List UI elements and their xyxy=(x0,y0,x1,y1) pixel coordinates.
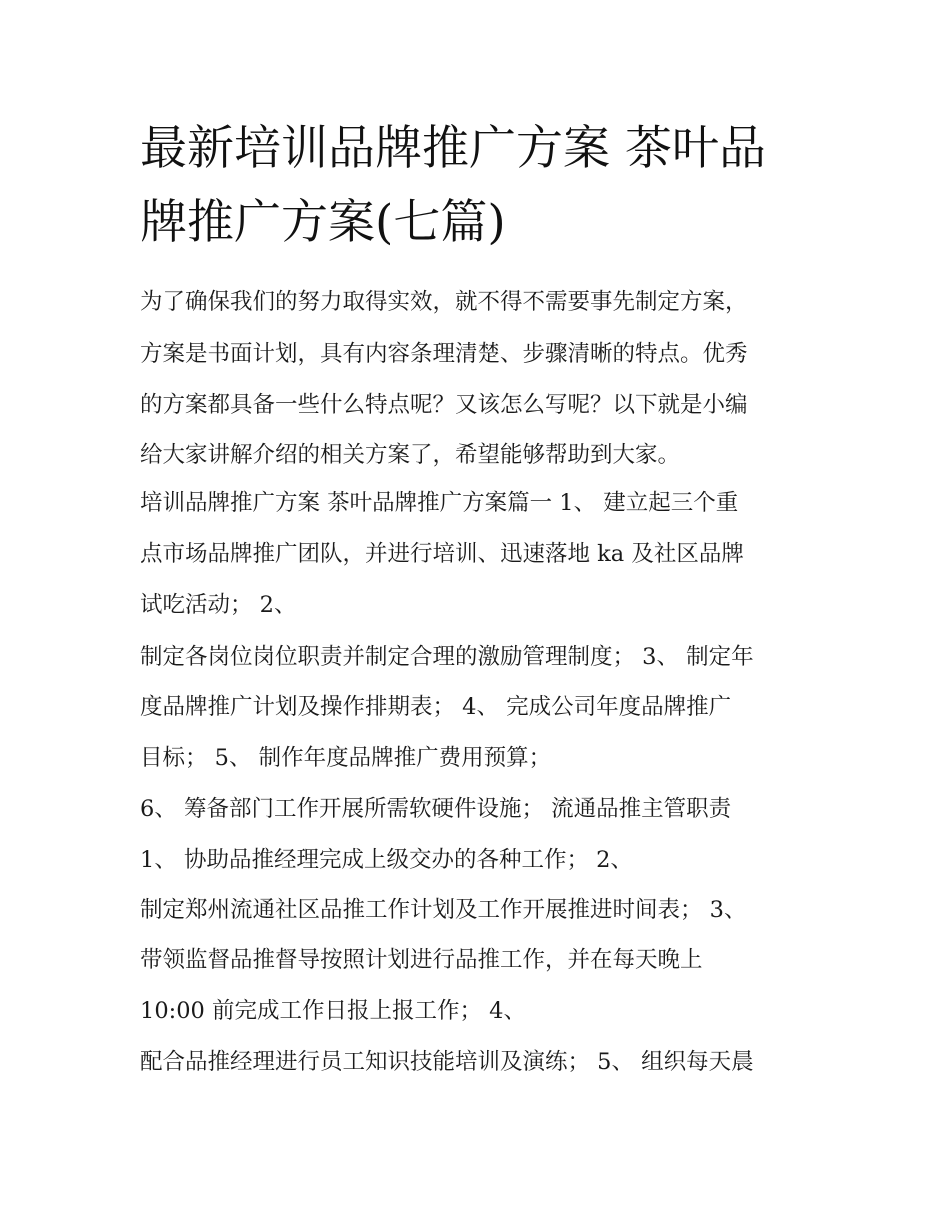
body-line-16: 配合品推经理进行员工知识技能培训及演练； 5、 组织每天晨 xyxy=(140,1049,754,1075)
body-line-12: 1、 协助品推经理完成上级交办的各种工作； 2、 xyxy=(140,847,633,873)
body-line-4: 给大家讲解介绍的相关方案了，希望能够帮助到大家。 xyxy=(140,442,681,468)
body-line-1: 为了确保我们的努力取得实效，就不得不需要事先制定方案， xyxy=(140,289,748,315)
body-line-11: 6、 筹备部门工作开展所需软硬件设施； 流通品推主管职责 xyxy=(140,796,732,822)
body-line-9: 度品牌推广计划及操作排期表； 4、 完成公司年度品牌推广 xyxy=(140,694,732,720)
title-line-2: 牌推广方案(七篇) xyxy=(140,195,506,250)
body-line-3: 的方案都具备一些什么特点呢？又该怎么写呢？以下就是小编 xyxy=(140,392,748,418)
body-line-10: 目标； 5、 制作年度品牌推广费用预算； xyxy=(140,745,552,771)
title-line-1: 最新培训品牌推广方案 茶叶品 xyxy=(140,121,766,176)
body-line-7: 试吃活动； 2、 xyxy=(140,592,297,618)
body-line-6: 点市场品牌推广团队，并进行培训、迅速落地 ka 及社区品牌 xyxy=(140,541,744,567)
body-line-8: 制定各岗位岗位职责并制定合理的激励管理制度； 3、 制定年 xyxy=(140,644,754,670)
body-line-15: 10:00 前完成工作日报上报工作； 4、 xyxy=(140,998,526,1024)
body-line-14: 带领监督品推督导按照计划进行品推工作，并在每天晚上 xyxy=(140,947,703,973)
document-title xyxy=(140,112,840,260)
body-line-2: 方案是书面计划，具有内容条理清楚、步骤清晰的特点。优秀 xyxy=(140,341,748,367)
body-line-5: 培训品牌推广方案 茶叶品牌推广方案篇一 1、 建立起三个重 xyxy=(140,490,739,516)
body-line-13: 制定郑州流通社区品推工作计划及工作开展推进时间表； 3、 xyxy=(140,897,747,923)
